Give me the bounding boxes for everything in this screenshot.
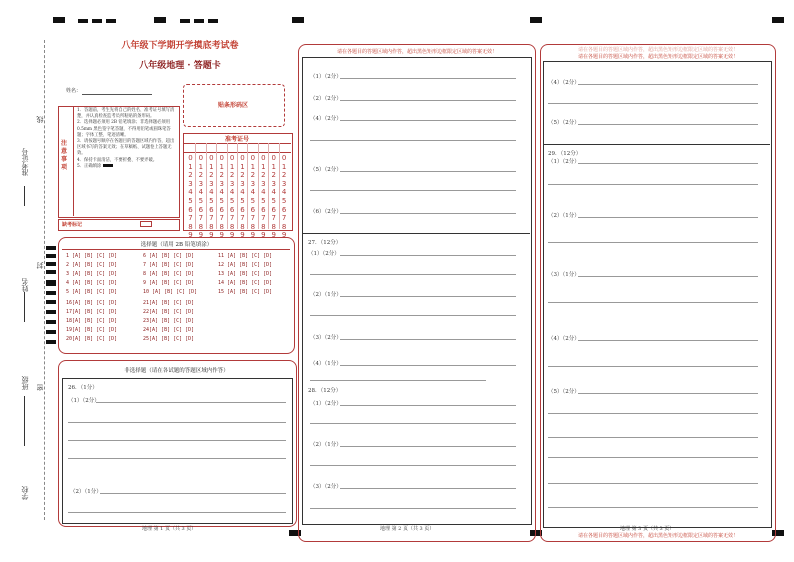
id-digit-bubble[interactable]: 5	[209, 196, 214, 205]
id-digit-bubble[interactable]: 0	[271, 154, 276, 162]
id-digit-bubble[interactable]: 3	[250, 179, 256, 188]
q26-1-label: （1）（2分）	[68, 398, 100, 404]
id-digit-bubble[interactable]: 0	[198, 154, 204, 162]
id-digit-bubble[interactable]: 2	[271, 171, 276, 180]
id-digit-bubble[interactable]: 0	[209, 154, 214, 162]
id-digit-bubble[interactable]: 8	[240, 222, 245, 231]
answer-line[interactable]	[340, 405, 516, 406]
id-digit-column[interactable]	[238, 154, 247, 240]
id-digit-bubble[interactable]: 7	[229, 214, 235, 223]
answer-line[interactable]	[340, 120, 516, 121]
choice-question-row[interactable]: 14 [A] [B] [C] [D]	[218, 280, 273, 287]
choice-question-row[interactable]: 2 [A] [B] [C] [D]	[66, 262, 118, 269]
id-digit-bubble[interactable]: 7	[209, 214, 214, 223]
id-digit-bubble[interactable]: 9	[250, 231, 256, 240]
id-digit-bubble[interactable]: 8	[261, 222, 266, 231]
answer-line[interactable]	[548, 483, 758, 484]
id-digit-bubble[interactable]: 4	[250, 188, 256, 197]
answer-line[interactable]	[578, 276, 758, 277]
answer-line[interactable]	[340, 446, 516, 447]
id-digit-bubble[interactable]: 2	[198, 171, 204, 180]
p2-q28-label: 28．（12分）	[308, 388, 342, 394]
p3-q29-5-label: （5）（2分）	[548, 389, 580, 395]
id-digit-bubble[interactable]: 3	[209, 179, 214, 188]
id-digit-column[interactable]	[259, 154, 268, 240]
answer-line[interactable]	[578, 217, 758, 218]
choice-question-row[interactable]: 5 [A] [B] [C] [D]	[66, 289, 118, 296]
answer-line[interactable]	[310, 380, 486, 381]
id-digit-bubble[interactable]: 4	[229, 188, 235, 197]
answer-line[interactable]	[548, 507, 758, 508]
answer-line[interactable]	[548, 457, 758, 458]
id-digit-bubble[interactable]: 1	[250, 162, 256, 171]
id-digit-bubble[interactable]: 5	[229, 196, 235, 205]
choice-title: 选择题（请用 2B 铅笔填涂）	[140, 242, 213, 248]
choice-question-row[interactable]: 1 [A] [B] [C] [D]	[66, 253, 118, 259]
id-digit-bubble[interactable]: 2	[261, 171, 266, 180]
id-digit-bubble[interactable]: 3	[188, 179, 193, 188]
answer-line[interactable]	[310, 423, 516, 424]
answer-line[interactable]	[340, 296, 516, 297]
choice-question-row[interactable]: 16[A] [B] [C] [D]	[66, 299, 118, 306]
id-digit-bubble[interactable]: 3	[240, 179, 245, 188]
id-digit-bubble[interactable]: 1	[198, 162, 204, 171]
barcode-label: 贴条形码区	[217, 102, 248, 109]
id-digit-bubble[interactable]: 4	[219, 188, 224, 197]
answer-line[interactable]	[578, 124, 758, 125]
p3-q29-3-label: （3）（1分）	[548, 272, 580, 278]
page-2-footer: 地理 第 2 页（共 3 页）	[380, 526, 435, 532]
p2-q6-label: （6）（2分）	[310, 209, 342, 215]
id-digit-bubble[interactable]: 6	[188, 205, 193, 214]
name-line[interactable]	[82, 94, 152, 95]
nonchoice-title: 非选择题（请在各试题的答题区域内作答）	[124, 368, 229, 374]
margin-dense-mark: 密	[36, 384, 44, 391]
id-digit-bubble[interactable]: 1	[271, 162, 276, 171]
id-digit-bubble[interactable]: 4	[271, 188, 276, 197]
id-digit-column[interactable]	[280, 154, 289, 240]
answer-line[interactable]	[302, 233, 530, 234]
id-digit-bubble[interactable]: 2	[281, 171, 287, 180]
card-subtitle: 八年级地理 · 答题卡	[139, 61, 221, 71]
choice-question-row[interactable]: 24[A] [B] [C] [D]	[143, 326, 195, 333]
id-digit-bubble[interactable]: 6	[271, 205, 276, 214]
id-digit-bubble[interactable]: 5	[271, 196, 276, 205]
id-digit-bubble[interactable]: 6	[261, 205, 266, 214]
notice-title: 注意事项	[61, 140, 68, 171]
answer-line[interactable]	[548, 103, 758, 104]
exam-title: 八年级下学期开学摸底考试卷	[121, 41, 239, 51]
id-digit-bubble[interactable]: 8	[219, 222, 224, 231]
id-digit-bubble[interactable]: 9	[240, 231, 245, 240]
answer-line[interactable]	[310, 315, 516, 316]
notice-item: 1．答题前，考生先将自己的姓名、准考证号填写清楚，并认真检查监考员所粘贴的条形码。	[77, 108, 175, 120]
id-digit-bubble[interactable]: 2	[209, 171, 214, 180]
answer-line[interactable]	[68, 512, 286, 513]
page-3-warning: 请在各题目的答题区域内作答，超出黑色矩形边框限定区域的答案无效！	[577, 54, 738, 60]
id-digit-bubble[interactable]: 8	[188, 222, 193, 231]
choice-question-row[interactable]: 25[A] [B] [C] [D]	[143, 335, 195, 342]
answer-line[interactable]	[340, 255, 516, 256]
id-digit-column[interactable]	[217, 154, 226, 240]
notice-item: 5．正确填涂	[77, 164, 175, 170]
id-digit-bubble[interactable]: 5	[261, 196, 266, 205]
choice-question-row[interactable]: 6 [A] [B] [C] [D]	[143, 253, 195, 259]
id-digit-bubble[interactable]: 1	[188, 162, 193, 171]
answer-line[interactable]	[578, 163, 758, 164]
choice-question-row[interactable]: 10 [A] [B] [C] [D]	[143, 289, 198, 296]
id-digit-column[interactable]	[186, 154, 195, 240]
answer-line[interactable]	[340, 213, 516, 214]
margin-id-label: 准考证号	[21, 148, 29, 176]
id-digit-bubble[interactable]: 9	[188, 231, 193, 240]
choice-question-row[interactable]: 11 [A] [B] [C] [D]	[218, 253, 273, 259]
id-digit-bubble[interactable]: 1	[240, 162, 245, 171]
answer-line[interactable]	[578, 340, 758, 341]
answer-line[interactable]	[68, 458, 286, 459]
p2-q28-1-label: （1）（2分）	[310, 401, 342, 407]
p2-q28-3-label: （3）（2分）	[310, 484, 342, 490]
margin-line-mark: 线	[36, 116, 44, 123]
answer-line[interactable]	[68, 422, 286, 423]
id-digit-bubble[interactable]: 0	[240, 154, 245, 162]
id-digit-bubble[interactable]: 7	[261, 214, 266, 223]
margin-class-label: 班级	[21, 376, 29, 390]
id-digit-bubble[interactable]: 1	[261, 162, 266, 171]
p2-q5-label: （5）（2分）	[310, 167, 342, 173]
answer-line[interactable]	[310, 140, 516, 141]
margin-name-label: 姓名	[21, 278, 29, 292]
answer-line[interactable]	[340, 171, 516, 172]
id-digit-bubble[interactable]: 9	[271, 231, 276, 240]
p2-q1-label: （1）（2分）	[310, 74, 342, 80]
id-digit-bubble[interactable]: 8	[198, 222, 204, 231]
choice-question-row[interactable]: 13 [A] [B] [C] [D]	[218, 271, 273, 278]
p2-q2-label: （2）（2分）	[310, 96, 342, 102]
answer-line[interactable]	[578, 84, 758, 85]
answer-line[interactable]	[100, 493, 286, 494]
page-2-warning: 请在各题目的答题区域内作答，超出黑色矩形边框限定区域的答案无效！	[336, 49, 497, 55]
id-digit-bubble[interactable]: 0	[261, 154, 266, 162]
id-digit-bubble[interactable]: 9	[229, 231, 235, 240]
id-digit-bubble[interactable]: 4	[188, 188, 193, 197]
p3-q29-1-label: （1）（2分）	[548, 159, 580, 165]
id-digit-bubble[interactable]: 2	[250, 171, 256, 180]
id-digit-bubble[interactable]: 2	[188, 171, 193, 180]
id-digit-bubble[interactable]: 5	[250, 196, 256, 205]
p2-q27-2-label: （2）（1分）	[310, 292, 342, 298]
id-digit-bubble[interactable]: 3	[219, 179, 224, 188]
id-digit-bubble[interactable]: 0	[188, 154, 193, 162]
id-digit-bubble[interactable]: 5	[219, 196, 224, 205]
notice-item: 2．选择题必须用 2B 铅笔填涂；非选择题必须用 0.5mm 黑色签字笔答题，不得用铅笔或圆珠笔答题；字体工整、笔迹清晰。	[77, 120, 171, 138]
id-digit-bubble[interactable]: 8	[209, 222, 214, 231]
id-digit-bubble[interactable]: 8	[229, 222, 235, 231]
answer-line[interactable]	[340, 78, 516, 79]
page-3-warning-bottom: 请在各题目的答题区域内作答，超出黑色矩形边框限定区域的答案无效！	[577, 533, 738, 539]
answer-line[interactable]	[548, 302, 758, 303]
id-digit-bubble[interactable]: 5	[198, 196, 204, 205]
p3-q5-label: （5）（2分）	[548, 120, 580, 126]
notice-item: 4．保持卡面清洁，不要折叠、不要弄破。	[77, 157, 158, 163]
p3-q4-label: （4）（2分）	[548, 80, 580, 86]
choice-question-row[interactable]: 7 [A] [B] [C] [D]	[143, 262, 195, 269]
name-label: 姓名：	[66, 88, 82, 94]
id-digit-bubble[interactable]: 2	[219, 171, 224, 180]
fill-sample	[103, 164, 113, 167]
id-digit-bubble[interactable]: 7	[198, 214, 204, 223]
choice-question-row[interactable]: 23[A] [B] [C] [D]	[143, 317, 195, 324]
p3-q29-2-label: （2）（1分）	[548, 213, 580, 219]
id-digit-bubble[interactable]: 9	[261, 231, 266, 240]
id-digit-bubble[interactable]: 6	[209, 205, 214, 214]
id-digit-bubble[interactable]: 4	[209, 188, 214, 197]
id-digit-column[interactable]	[269, 154, 278, 240]
choice-question-row[interactable]: 20[A] [B] [C] [D]	[66, 335, 118, 342]
id-digit-bubble[interactable]: 0	[219, 154, 224, 162]
id-digit-bubble[interactable]: 6	[281, 205, 287, 214]
id-digit-bubble[interactable]: 7	[219, 214, 224, 223]
page-1-footer: 地理 第 1 页（共 3 页）	[142, 526, 197, 532]
absent-checkbox[interactable]	[140, 221, 152, 227]
id-digit-bubble[interactable]: 3	[281, 179, 287, 188]
id-digit-column[interactable]	[207, 154, 216, 240]
margin-school-label: 学校	[21, 486, 29, 500]
choice-question-row[interactable]: 22[A] [B] [C] [D]	[143, 308, 195, 315]
id-digit-bubble[interactable]: 9	[209, 231, 214, 240]
id-digit-bubble[interactable]: 8	[281, 222, 287, 231]
answer-line[interactable]	[310, 508, 516, 509]
answer-line[interactable]	[310, 274, 516, 275]
id-digit-bubble[interactable]: 1	[229, 162, 235, 171]
notice-item: 3．请按题号顺序在各题目的答题区域内作答，超出区域书写的答案无效；在草稿纸、试题卷上答题无效。	[77, 139, 175, 157]
id-digit-bubble[interactable]: 0	[281, 154, 287, 162]
page-3-footer: 地理 第 3 页（共 3 页）	[620, 526, 675, 532]
id-digit-bubble[interactable]: 3	[229, 179, 235, 188]
id-digit-column[interactable]	[228, 154, 237, 240]
answer-line[interactable]	[340, 488, 516, 489]
id-digit-bubble[interactable]: 9	[219, 231, 224, 240]
id-digit-bubble[interactable]: 1	[281, 162, 287, 171]
q26-label: 26．（1分）	[68, 385, 98, 391]
choice-question-row[interactable]: 15 [A] [B] [C] [D]	[218, 289, 273, 296]
choice-question-row[interactable]: 8 [A] [B] [C] [D]	[143, 271, 195, 278]
choice-question-row[interactable]: 17[A] [B] [C] [D]	[66, 308, 118, 315]
choice-question-row[interactable]: 21[A] [B] [C] [D]	[143, 299, 195, 306]
id-label: 准考证号	[224, 136, 249, 143]
id-digit-bubble[interactable]: 3	[261, 179, 266, 188]
id-digit-bubble[interactable]: 6	[250, 205, 256, 214]
id-digit-bubble[interactable]: 2	[229, 171, 235, 180]
id-digit-bubble[interactable]: 8	[271, 222, 276, 231]
id-digit-bubble[interactable]: 7	[240, 214, 245, 223]
id-digit-bubble[interactable]: 2	[240, 171, 245, 180]
answer-line[interactable]	[578, 393, 758, 394]
q26-2-label: （2）（1分）	[70, 489, 102, 495]
id-digit-column[interactable]	[248, 154, 257, 240]
answer-line[interactable]	[340, 365, 516, 366]
p2-q27-1-label: （1）（2分）	[308, 251, 340, 257]
id-digit-bubble[interactable]: 0	[229, 154, 235, 162]
id-digit-bubble[interactable]: 3	[271, 179, 276, 188]
id-digit-bubble[interactable]: 4	[261, 188, 266, 197]
choice-question-row[interactable]: 4 [A] [B] [C] [D]	[66, 280, 118, 287]
p2-q27-3-label: （3）（2分）	[310, 335, 342, 341]
id-digit-bubble[interactable]: 6	[240, 205, 245, 214]
choice-question-row[interactable]: 3 [A] [B] [C] [D]	[66, 271, 118, 278]
choice-question-row[interactable]: 19[A] [B] [C] [D]	[66, 326, 118, 333]
id-digit-bubble[interactable]: 0	[250, 154, 256, 162]
id-digit-bubble[interactable]: 9	[281, 231, 287, 240]
id-digit-bubble[interactable]: 6	[198, 205, 204, 214]
id-digit-bubble[interactable]: 8	[250, 222, 256, 231]
notice-list	[77, 108, 175, 170]
p2-q27-label: 27．（12分）	[308, 240, 342, 246]
id-digit-bubble[interactable]: 9	[198, 231, 204, 240]
id-digit-bubble[interactable]: 4	[281, 188, 287, 197]
p2-q28-2-label: （2）（1分）	[310, 442, 342, 448]
answer-line[interactable]	[548, 242, 758, 243]
answer-line[interactable]	[340, 339, 516, 340]
answer-line[interactable]	[310, 190, 516, 191]
id-digit-bubble[interactable]: 4	[198, 188, 204, 197]
id-digit-bubble[interactable]: 1	[219, 162, 224, 171]
choice-question-row[interactable]: 9 [A] [B] [C] [D]	[143, 280, 195, 287]
id-digit-bubble[interactable]: 7	[250, 214, 256, 223]
id-digit-bubble[interactable]: 7	[188, 214, 193, 223]
answer-line[interactable]	[310, 465, 516, 466]
margin-seal-mark: 封	[36, 262, 44, 269]
id-digit-bubble[interactable]: 7	[281, 214, 287, 223]
answer-line[interactable]	[340, 100, 516, 101]
p3-q29-4-label: （4）（2分）	[548, 336, 580, 342]
choice-question-row[interactable]: 12 [A] [B] [C] [D]	[218, 262, 273, 269]
id-digit-bubble[interactable]: 5	[240, 196, 245, 205]
answer-line[interactable]	[543, 144, 770, 145]
id-digit-bubble[interactable]: 1	[209, 162, 214, 171]
answer-line[interactable]	[548, 366, 758, 367]
answer-line[interactable]	[68, 440, 286, 441]
p2-q4-label: （4）（2分）	[310, 116, 342, 122]
absent-label: 缺考标记	[62, 222, 83, 228]
id-digit-bubble[interactable]: 6	[219, 205, 224, 214]
id-digit-bubble[interactable]: 5	[188, 196, 193, 205]
answer-line[interactable]	[548, 413, 758, 414]
choice-question-row[interactable]: 18[A] [B] [C] [D]	[66, 317, 118, 324]
id-digit-bubble[interactable]: 5	[281, 196, 287, 205]
answer-line[interactable]	[548, 184, 758, 185]
answer-line[interactable]	[96, 402, 286, 403]
id-digit-column[interactable]	[196, 154, 205, 240]
id-digit-bubble[interactable]: 4	[240, 188, 245, 197]
page-3-warning-top: 请在各题目的答题区域内作答，超出黑色矩形边框限定区域的答案无效！	[577, 47, 738, 53]
id-digit-bubble[interactable]: 6	[229, 205, 235, 214]
p2-q27-4-label: （4）（1分）	[310, 361, 342, 367]
p3-q29-label: 29．（12分）	[548, 151, 582, 157]
id-digit-bubble[interactable]: 7	[271, 214, 276, 223]
id-digit-bubble[interactable]: 3	[198, 179, 204, 188]
answer-line[interactable]	[548, 437, 758, 438]
